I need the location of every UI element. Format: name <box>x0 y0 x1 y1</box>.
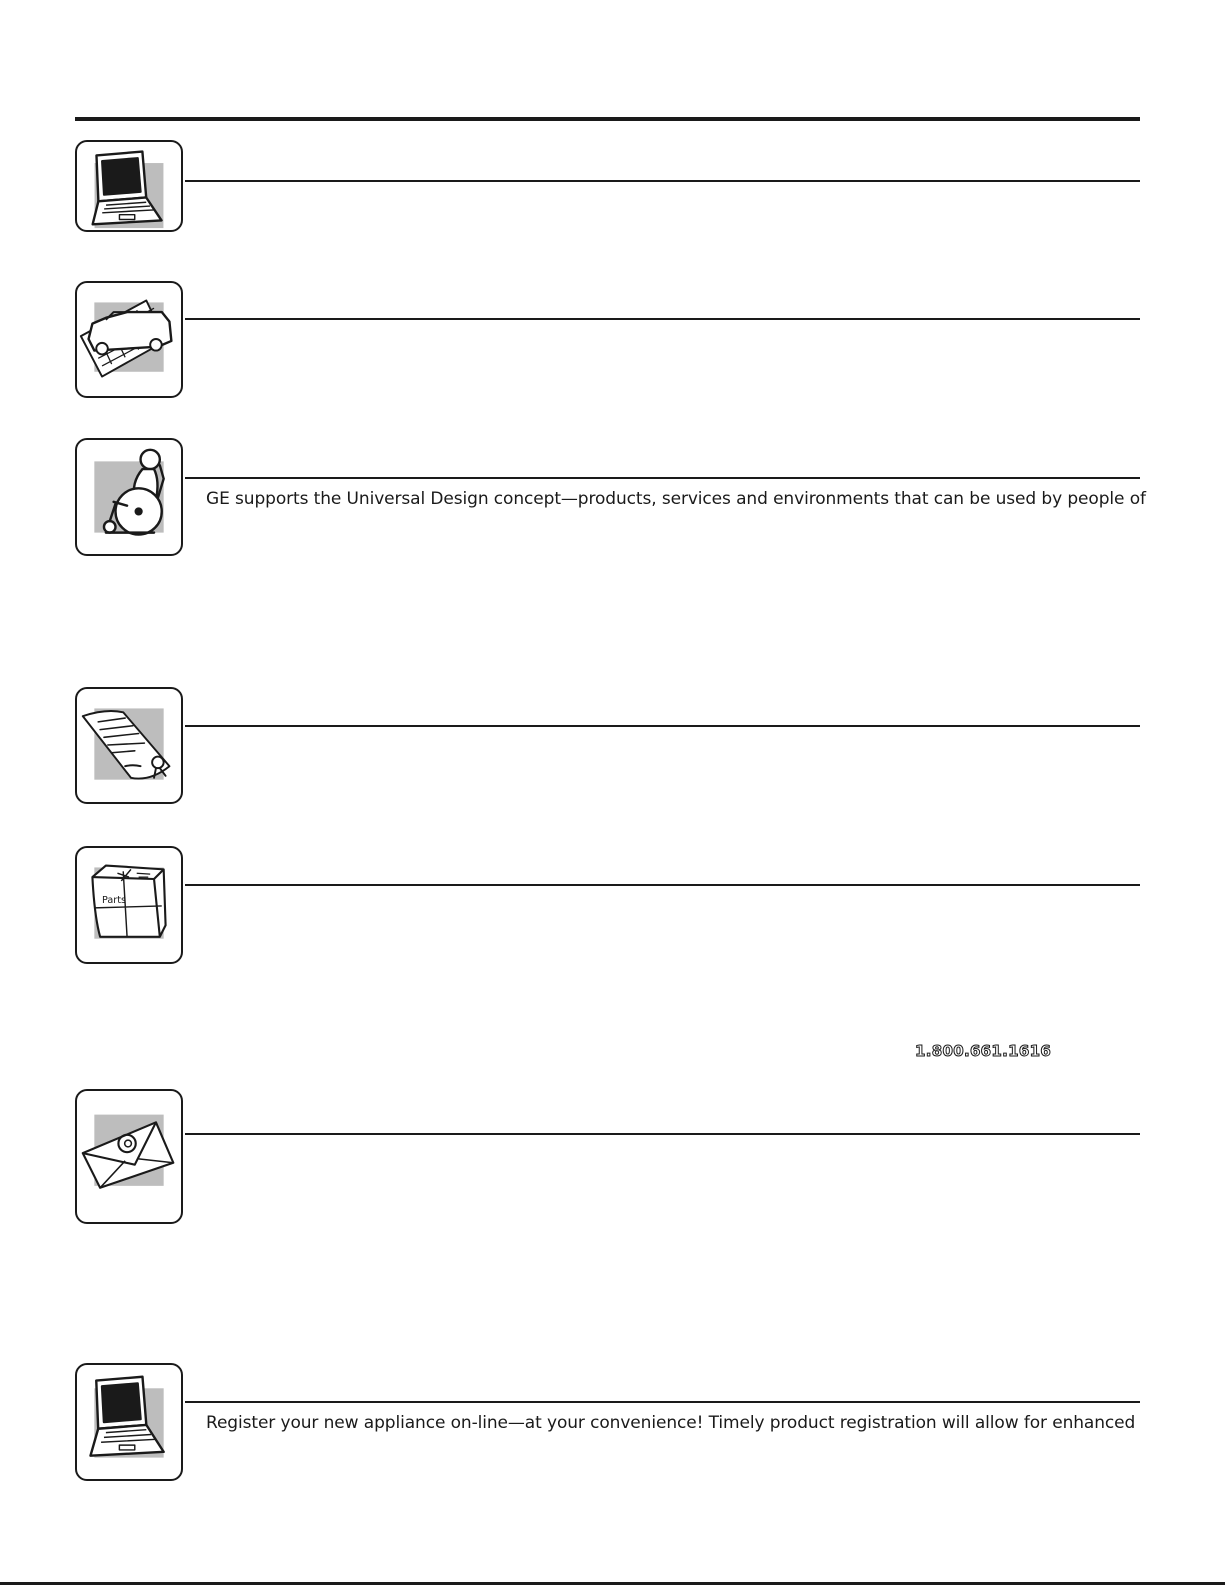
section-rule <box>185 477 1140 479</box>
section-rule <box>185 725 1140 727</box>
parts-package-icon <box>75 846 183 964</box>
section-rule <box>185 1401 1140 1403</box>
email-envelope-icon <box>75 1089 183 1224</box>
section-rule <box>185 1133 1140 1135</box>
section-rule <box>185 318 1140 320</box>
package-label: Parts <box>102 895 127 907</box>
laptop-icon <box>75 1363 183 1481</box>
section-rule <box>185 180 1140 182</box>
parts-phone-number: 1.800.661.1616 <box>915 1042 1052 1060</box>
universal-design-text: GE supports the Universal Design concept—products, services and environments that can be used by people of <box>206 489 1146 509</box>
section-rule <box>185 884 1140 886</box>
registration-text: Register your new appliance on-line—at your convenience! Timely product registration will allow for enhanced <box>206 1413 1136 1433</box>
certificate-icon <box>75 687 183 804</box>
header-rule <box>75 117 1140 121</box>
wheelchair-icon <box>75 438 183 556</box>
delivery-van-calendar-icon <box>75 281 183 398</box>
laptop-icon <box>75 140 183 232</box>
